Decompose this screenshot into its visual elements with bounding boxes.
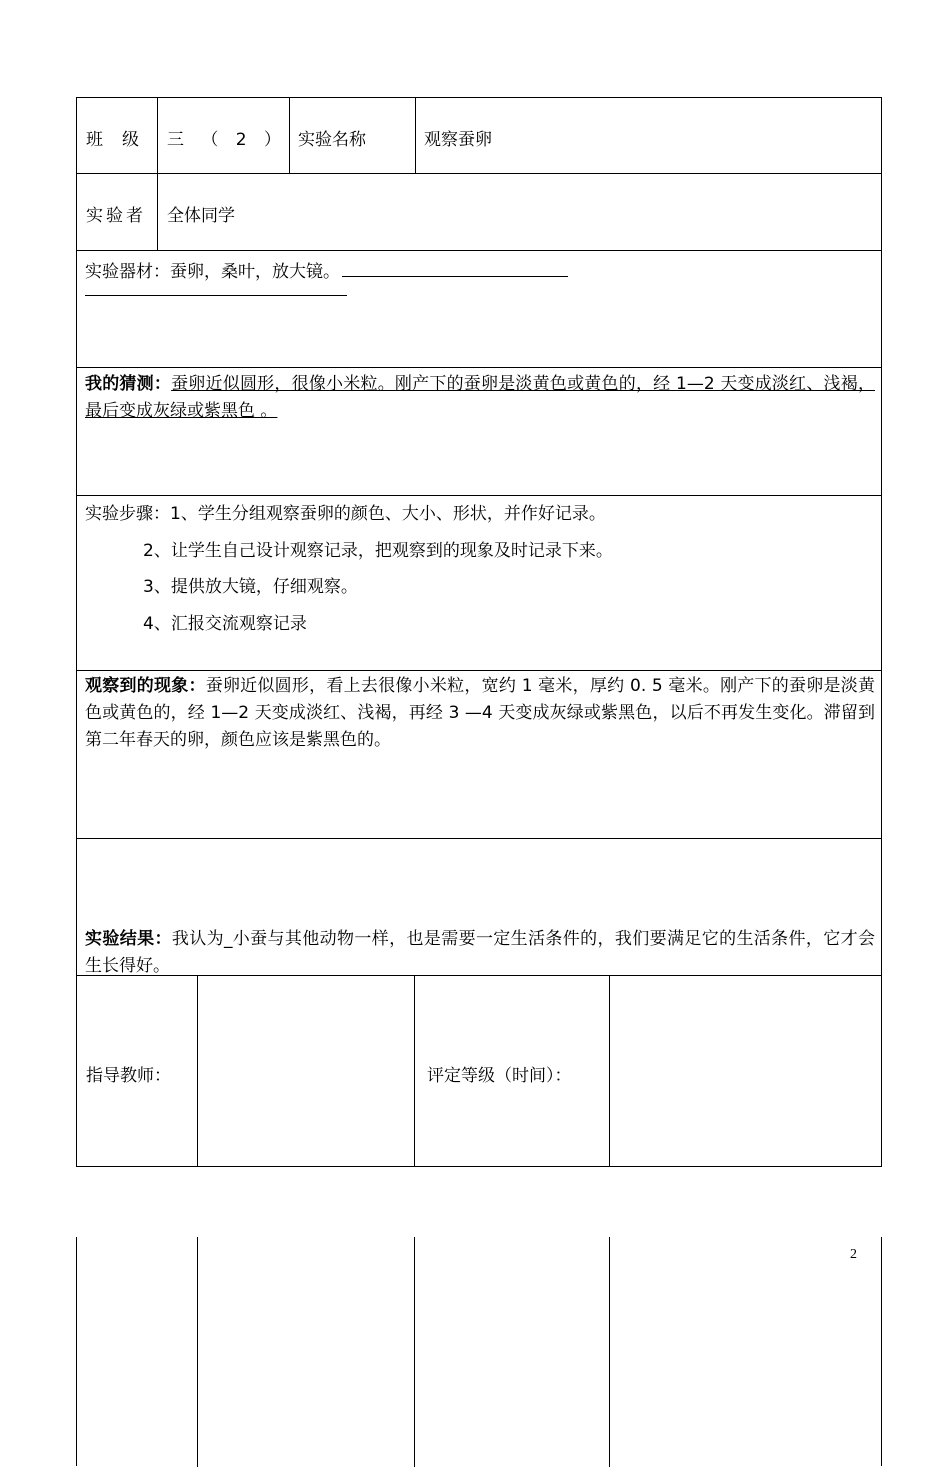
steps-row xyxy=(76,495,882,670)
experimenter-value-cell xyxy=(157,174,881,250)
materials-label: 实验器材： xyxy=(85,262,170,282)
step-item-2: 2、让学生自己设计观察记录，把观察到的现象及时记录下来。 xyxy=(143,541,613,561)
result-label: 实验结果： xyxy=(85,929,172,949)
materials-blank-line-2 xyxy=(85,281,347,296)
materials-blank-line xyxy=(342,276,568,277)
experiment-name-label: 实验名称 xyxy=(298,130,366,150)
guess-label: 我的猜测： xyxy=(85,374,172,394)
observation-row xyxy=(76,670,882,838)
materials-line xyxy=(85,257,568,282)
step-item-4: 4、汇报交流观察记录 xyxy=(143,614,307,634)
result-row xyxy=(76,838,882,975)
experimenter-label: 实验者 xyxy=(86,206,146,226)
step-item-1: 1、学生分组观察蚕卵的颜色、大小、形状，并作好记录。 xyxy=(170,504,606,524)
class-value-cell xyxy=(157,98,289,173)
experimenter-value: 全体同学 xyxy=(167,206,235,226)
experiment-name-value-cell xyxy=(415,98,881,173)
experimenter-row xyxy=(76,173,882,250)
experiment-name-value: 观察蚕卵 xyxy=(424,130,492,150)
result-paragraph xyxy=(85,926,875,980)
materials-value: 蚕卵，桑叶，放大镜。 xyxy=(170,262,340,282)
grade-label: 评定等级（时间）： xyxy=(427,1066,572,1086)
observation-label: 观察到的现象： xyxy=(85,676,206,696)
class-value: 三 （ 2 ） xyxy=(167,130,288,150)
guess-row xyxy=(76,367,882,495)
guess-text: 蚕卵近似圆形，很像小米粒。刚产下的蚕卵是淡黄色或黄色的，经 1—2 天变成淡红、浅褐，最后变成灰绿或紫黑色 。 xyxy=(85,374,875,421)
step-item-3: 3、提供放大镜，仔细观察。 xyxy=(143,577,358,597)
observation-paragraph xyxy=(85,673,875,754)
page-number: 2 xyxy=(850,1247,857,1262)
page-lower-margin xyxy=(60,1167,900,1237)
header-row xyxy=(76,97,882,173)
steps-label: 实验步骤： xyxy=(85,504,170,524)
class-label: 班 级 xyxy=(86,130,140,150)
steps-line-1 xyxy=(85,499,606,524)
result-text: 我认为_小蚕与其他动物一样，也是需要一定生活条件的，我们要满足它的生活条件，它才会生长得好。 xyxy=(85,929,876,976)
experiment-record-table xyxy=(76,97,882,1466)
experiment-name-label-cell xyxy=(289,98,415,173)
teacher-label: 指导教师： xyxy=(86,1066,171,1086)
observation-text: 蚕卵近似圆形，看上去很像小米粒，宽约 1 毫米，厚约 0. 5 毫米。刚产下的蚕卵是淡黄色或黄色的，经 1—2 天变成淡红、浅褐，再经 3 —4 天变成灰绿或紫黑色，以后不再发生变化。滞留到第二年春天的卵，颜色应该是紫黑色的。 xyxy=(85,676,876,750)
guess-paragraph xyxy=(85,371,875,425)
materials-row xyxy=(76,250,882,367)
